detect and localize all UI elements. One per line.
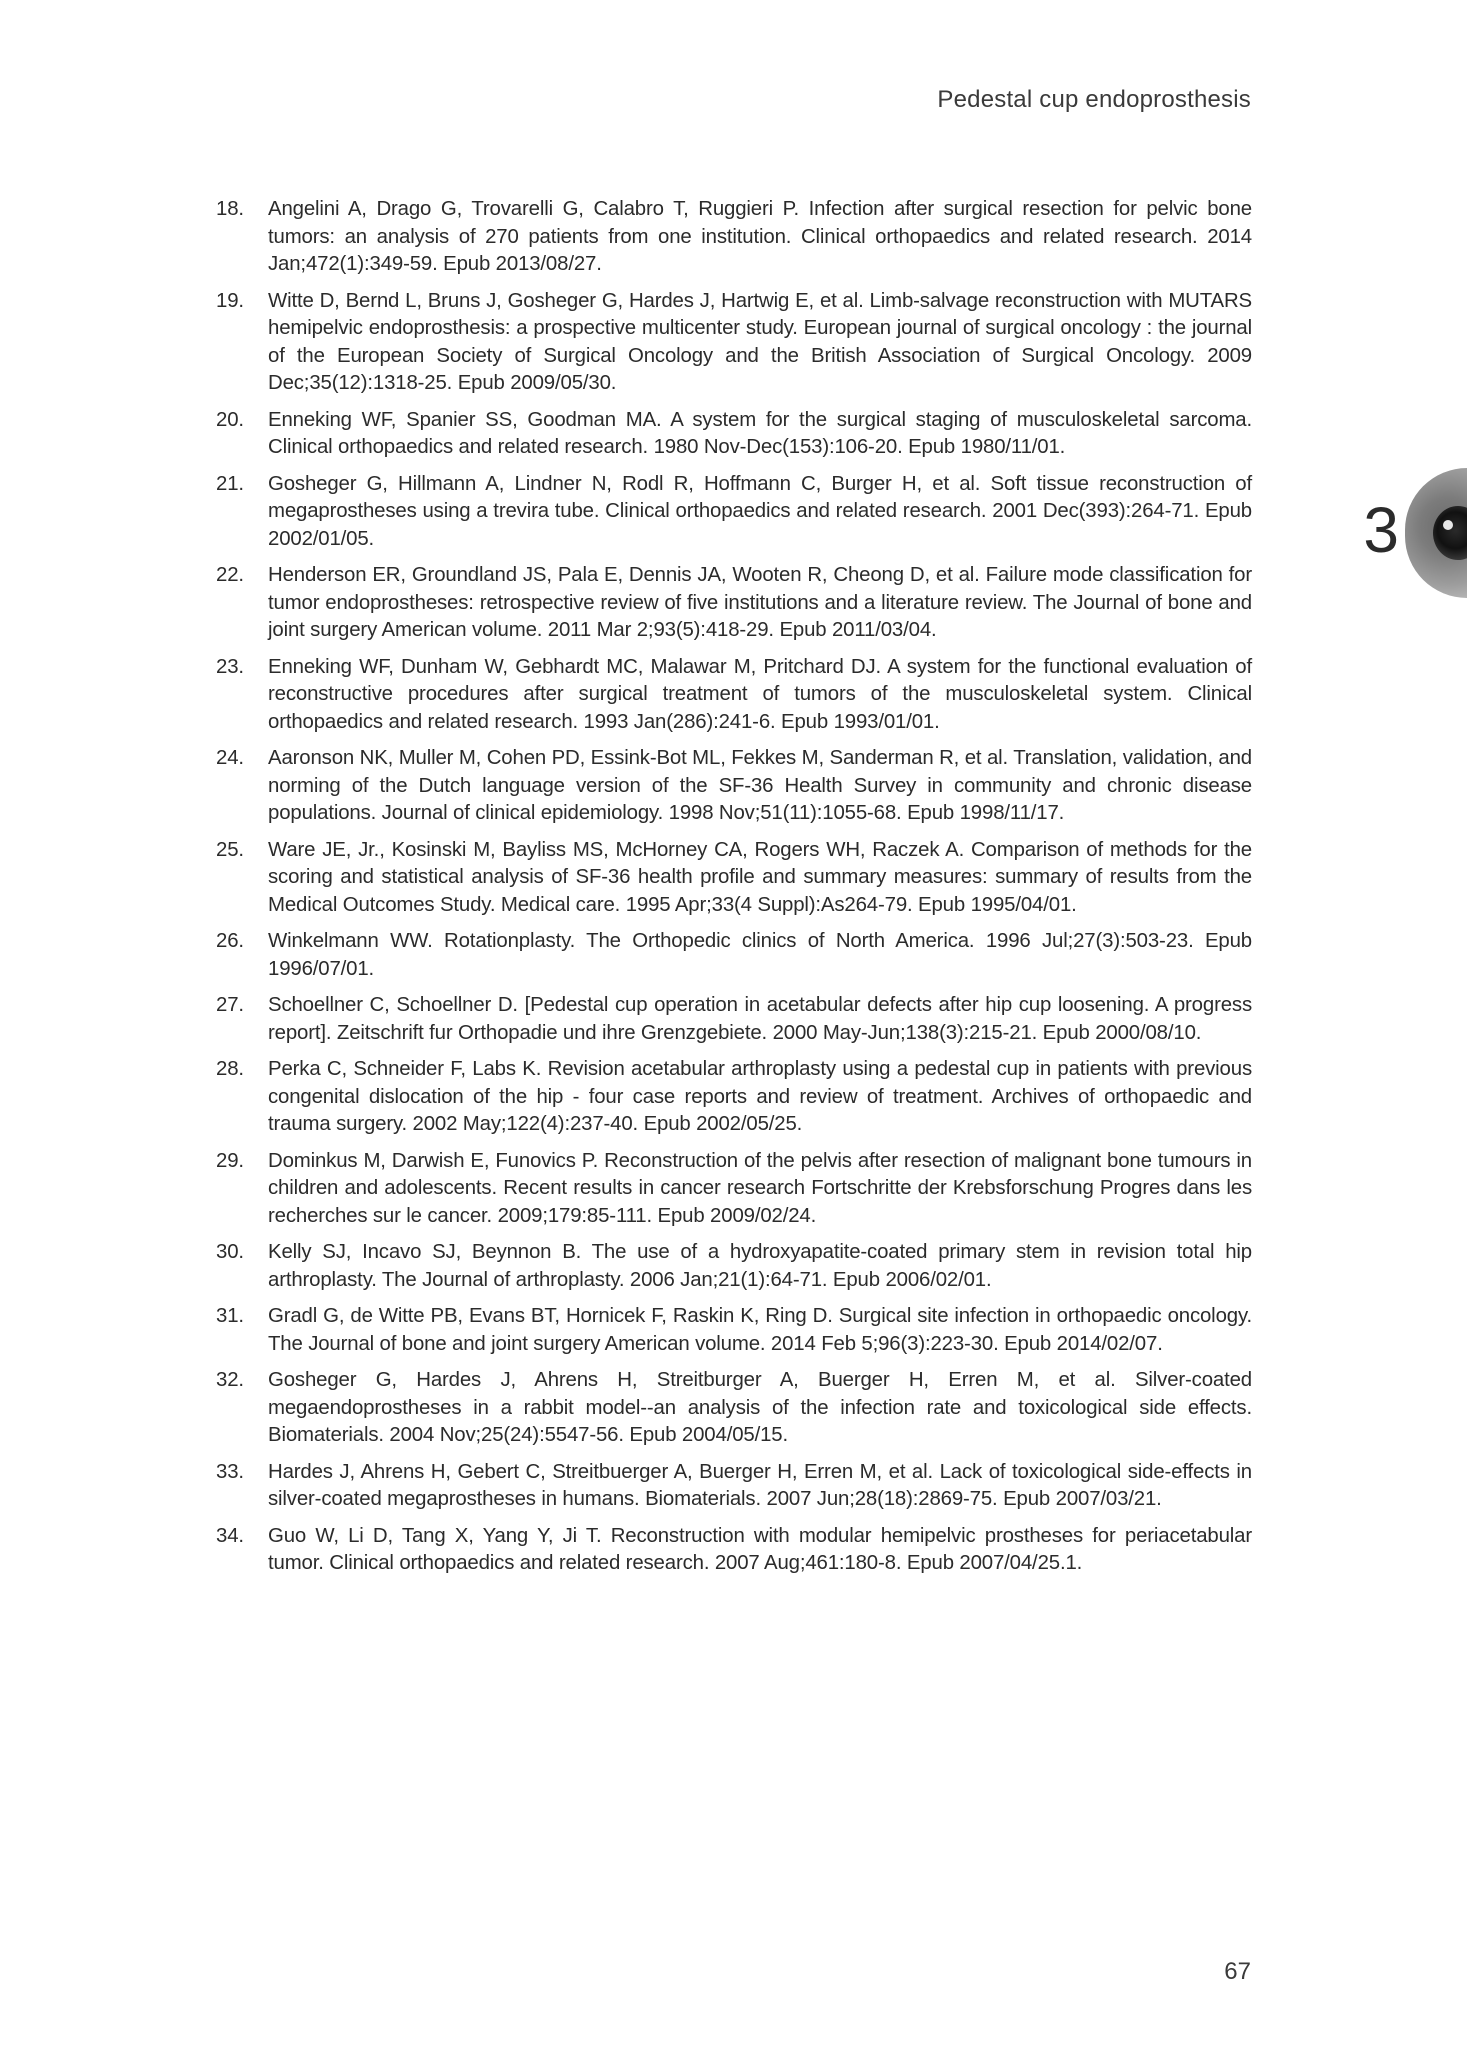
- reference-number: 20.: [216, 408, 244, 431]
- reference-number: 26.: [216, 930, 244, 952]
- reference-item: [216, 1056, 1252, 1139]
- reference-item: [216, 654, 1252, 737]
- running-header: Pedestal cup endoprosthesis: [937, 86, 1251, 113]
- reference-number: 24.: [216, 747, 244, 769]
- reference-number: 18.: [216, 198, 244, 220]
- reference-item: [216, 407, 1252, 462]
- reference-number: 29.: [216, 1149, 244, 1172]
- reference-text: Witte D, Bernd L, Bruns J, Gosheger G, Hardes J, Hartwig E, et al. Limb-salvage reconstruction with MUTARS hemipelvic endoprosthesis: a prospective multicenter study. European journal of surgical oncology : the journal of the European Society of Surgical Oncology and the British Association of Surgical Oncology. 2009 Dec;35(12):1318-25. Epub 2009/05/30.: [268, 289, 1252, 394]
- reference-item: [216, 562, 1252, 645]
- reference-text: Gosheger G, Hillmann A, Lindner N, Rodl R, Hoffmann C, Burger H, et al. Soft tissue reconstruction of megaprostheses using a trevira tube. Clinical orthopaedics and related research. 2001 Dec(393):264-71. Epub 2002/01/05.: [268, 472, 1252, 550]
- reference-text: Dominkus M, Darwish E, Funovics P. Reconstruction of the pelvis after resection of malignant bone tumours in children and adolescents. Recent results in cancer research Fortschritte der Krebsforschung Progres dans les recherches sur le cancer. 2009;179:85-111. Epub 2009/02/24.: [268, 1149, 1252, 1227]
- reference-text: Hardes J, Ahrens H, Gebert C, Streitbuerger A, Buerger H, Erren M, et al. Lack of toxicological side-effects in silver-coated megaprostheses in humans. Biomaterials. 2007 Jun;28(18):2869-75. Epub 2007/03/21.: [268, 1460, 1252, 1510]
- reference-text: Angelini A, Drago G, Trovarelli G, Calabro T, Ruggieri P. Infection after surgical resection for pelvic bone tumors: an analysis of 270 patients from one institution. Clinical orthopaedics and related research. 2014 Jan;472(1):349-59. Epub 2013/08/27.: [268, 198, 1252, 275]
- reference-item: [216, 288, 1252, 398]
- reference-number: 19.: [216, 289, 244, 312]
- reference-text: Aaronson NK, Muller M, Cohen PD, Essink-Bot ML, Fekkes M, Sanderman R, et al. Translation, validation, and norming of the Dutch language version of the SF-36 Health Survey in community and chronic disease populations. Journal of clinical epidemiology. 1998 Nov;51(11):1055-68. Epub 1998/11/17.: [268, 747, 1252, 824]
- reference-text: Perka C, Schneider F, Labs K. Revision acetabular arthroplasty using a pedestal cup in patients with previous congenital dislocation of the hip - four case reports and review of treatment. Archives of orthopaedic and trauma surgery. 2002 May;122(4):237-40. Epub 2002/05/25.: [268, 1058, 1252, 1135]
- reference-number: 30.: [216, 1241, 244, 1263]
- reference-item: [216, 1239, 1252, 1294]
- reference-number: 28.: [216, 1058, 244, 1080]
- reference-number: 22.: [216, 564, 244, 586]
- reference-item: [216, 1367, 1252, 1450]
- reference-text: Enneking WF, Spanier SS, Goodman MA. A system for the surgical staging of musculoskeletal sarcoma. Clinical orthopaedics and related research. 1980 Nov-Dec(153):106-20. Epub 1980/11/01.: [268, 408, 1252, 458]
- reference-list: [216, 196, 1252, 1587]
- reference-number: 31.: [216, 1305, 244, 1327]
- chapter-tab: [1405, 468, 1467, 598]
- reference-text: Winkelmann WW. Rotationplasty. The Orthopedic clinics of North America. 1996 Jul;27(3):503-23. Epub 1996/07/01.: [268, 930, 1252, 980]
- page-number: 67: [1224, 1958, 1251, 1985]
- reference-text: Henderson ER, Groundland JS, Pala E, Dennis JA, Wooten R, Cheong D, et al. Failure mode classification for tumor endoprostheses: retrospective review of five institutions and a literature review. The Journal of bone and joint surgery American volume. 2011 Mar 2;93(5):418-29. Epub 2011/03/04.: [268, 564, 1252, 641]
- reference-number: 25.: [216, 838, 244, 861]
- reference-text: Gradl G, de Witte PB, Evans BT, Hornicek F, Raskin K, Ring D. Surgical site infection in orthopaedic oncology. The Journal of bone and joint surgery American volume. 2014 Feb 5;96(3):223-30. Epub 2014/02/07.: [268, 1305, 1252, 1355]
- reference-item: [216, 1523, 1252, 1578]
- reference-item: [216, 1303, 1252, 1358]
- reference-item: [216, 745, 1252, 828]
- reference-item: [216, 1459, 1252, 1514]
- reference-number: 32.: [216, 1369, 244, 1391]
- reference-text: Gosheger G, Hardes J, Ahrens H, Streitburger A, Buerger H, Erren M, et al. Silver-coated megaendoprostheses in a rabbit model--an analysis of the infection rate and toxicological side effects. Biomaterials. 2004 Nov;25(24):5547-56. Epub 2004/05/15.: [268, 1369, 1252, 1446]
- reference-item: [216, 471, 1252, 554]
- reference-number: 34.: [216, 1524, 244, 1547]
- reference-text: Enneking WF, Dunham W, Gebhardt MC, Malawar M, Pritchard DJ. A system for the functional evaluation of reconstructive procedures after surgical treatment of tumors of the musculoskeletal system. Clinical orthopaedics and related research. 1993 Jan(286):241-6. Epub 1993/01/01.: [268, 655, 1252, 733]
- eye-icon: [1433, 506, 1467, 560]
- reference-item: [216, 1148, 1252, 1231]
- chapter-number: 3: [1363, 494, 1399, 566]
- reference-item: [216, 928, 1252, 983]
- reference-item: [216, 992, 1252, 1047]
- reference-number: 33.: [216, 1460, 244, 1483]
- reference-item: [216, 196, 1252, 279]
- reference-text: Schoellner C, Schoellner D. [Pedestal cup operation in acetabular defects after hip cup loosening. A progress report]. Zeitschrift fur Orthopadie und ihre Grenzgebiete. 2000 May-Jun;138(3):215-21. Epub 2000/08/10.: [268, 994, 1252, 1044]
- reference-number: 27.: [216, 994, 244, 1016]
- reference-text: Ware JE, Jr., Kosinski M, Bayliss MS, McHorney CA, Rogers WH, Raczek A. Comparison of methods for the scoring and statistical analysis of SF-36 health profile and summary measures: summary of results from the Medical Outcomes Study. Medical care. 1995 Apr;33(4 Suppl):As264-79. Epub 1995/04/01.: [268, 838, 1252, 916]
- reference-text: Guo W, Li D, Tang X, Yang Y, Ji T. Reconstruction with modular hemipelvic prostheses for periacetabular tumor. Clinical orthopaedics and related research. 2007 Aug;461:180-8. Epub 2007/04/25.1.: [268, 1524, 1252, 1574]
- reference-number: 21.: [216, 472, 244, 495]
- reference-text: Kelly SJ, Incavo SJ, Beynnon B. The use of a hydroxyapatite-coated primary stem in revision total hip arthroplasty. The Journal of arthroplasty. 2006 Jan;21(1):64-71. Epub 2006/02/01.: [268, 1241, 1252, 1291]
- reference-item: [216, 837, 1252, 920]
- reference-number: 23.: [216, 655, 244, 678]
